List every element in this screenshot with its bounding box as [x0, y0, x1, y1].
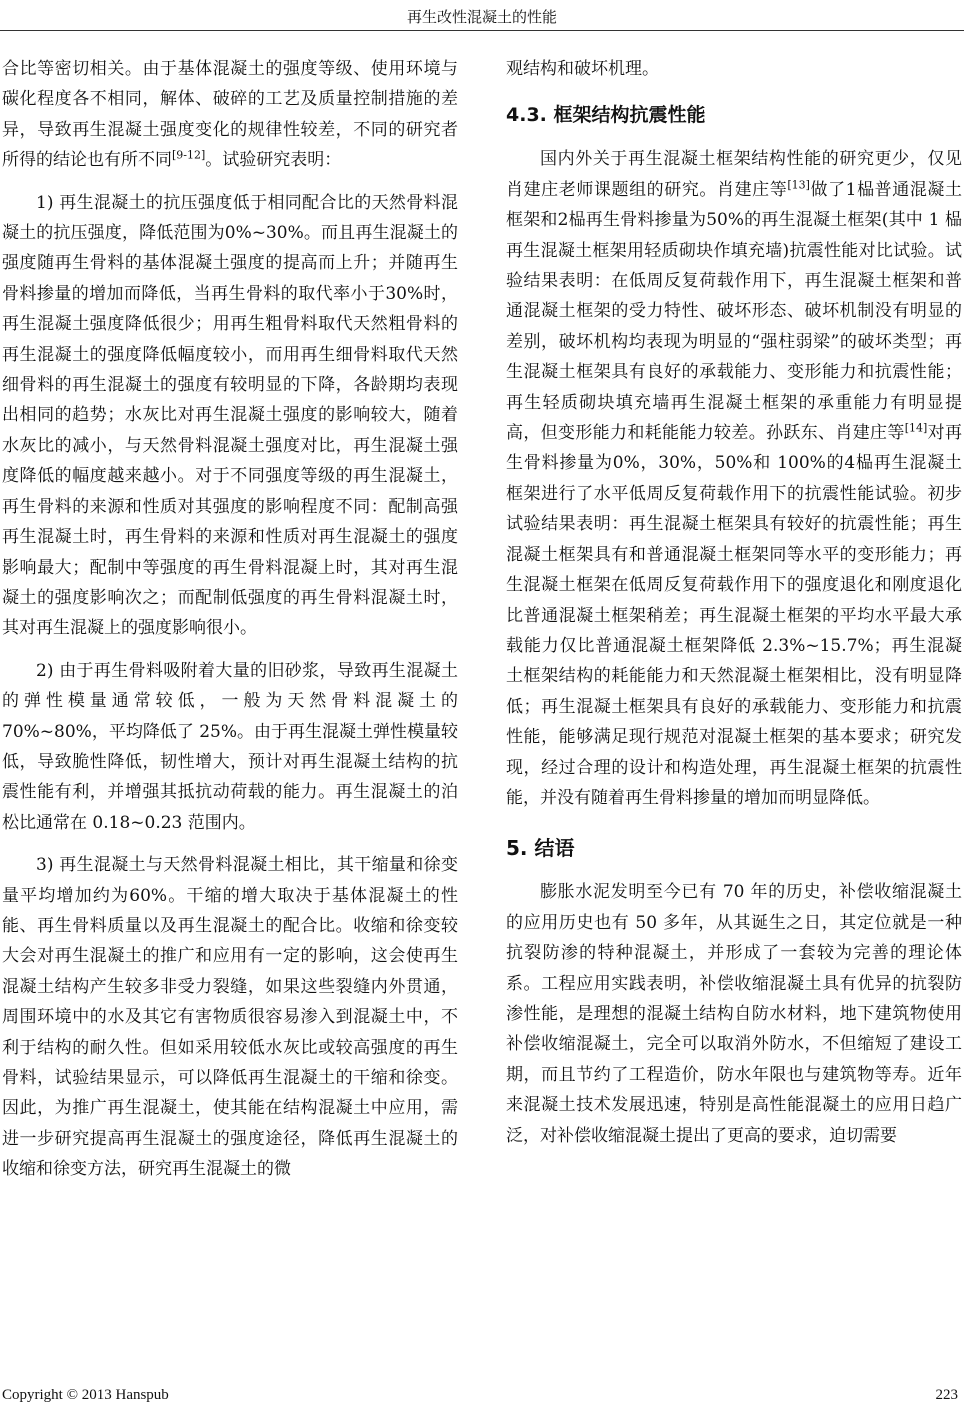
point-2-paragraph: 2) 由于再生骨料吸附着大量的旧砂浆，导致再生混凝土的弹性模量通常较低，一般为天然骨料混凝土的 70%~80%，平均降低了 25%。由于再生混凝土弹性模量较低，导致脆性降低，韧性增大，预计对再生混凝土结构的抗震性能有利，并增强其抵抗动荷载的能力。再生混凝土的泊松比通常在 0.18~0.23 范围内。: [2, 660, 459, 833]
right-column: [506, 54, 962, 1151]
intro-text-b: 。试验研究表明：: [205, 150, 342, 171]
section-5-paragraph: 膨胀水泥发明至今已有 70 年的历史，补偿收缩混凝土的应用历史也有 50 多年，从其诞生之日，其定位就是一种抗裂防渗的特种混凝土，并形成了一套较为完善的理论体系。工程应用实践表明，补偿收缩混凝土具有优异的抗裂防渗性能，是理想的混凝土结构自防水材料，地下建筑物使用补偿收缩混凝土，完全可以取消外防水，不但缩短了建设工期，而且节约了工程造价，防水年限也与建筑物等寿。近年来混凝土技术发展迅速，特别是高性能混凝土的应用日趋广泛，对补偿收缩混凝土提出了更高的要求，迫切需要: [506, 882, 962, 1146]
section-4-3-paragraph: [506, 144, 962, 813]
footer-copyright: Copyright © 2013 Hanspub: [2, 1387, 169, 1403]
section-4-3-text-b: 做了1榀普通混凝土框架和2榀再生骨料掺量为50%的再生混凝土框架(其中 1 榀再生混凝土框架用轻质砌块作填充墙)抗震性能对比试验。试验结果表明：在低周反复荷载作用下，再生混凝土框架和普通混凝土框架的受力特性、破坏形态、破坏机制没有明显的差别，破坏机构均表现为明显的“强柱弱梁”的破坏类型；再生混凝土框架具有良好的承载能力、变形能力和抗震性能；再生轻质砌块填充墙再生混凝土框架的承重能力有明显提高，但变形能力和耗能能力较差。孙跃东、肖建庄等: [506, 179, 963, 444]
section-4-3-heading: 4.3. 框架结构抗震性能: [506, 104, 706, 127]
header-rule: [0, 30, 964, 31]
section-4-3-text-c: 对再生骨料掺量为0%，30%，50%和 100%的4榀再生混凝土框架进行了水平低周反复荷载作用下的抗震性能试验。初步试验结果表明：再生混凝土框架具有较好的抗震性能；再生混凝土框架具有和普通混凝土框架同等水平的变形能力；再生混凝土框架在低周反复荷载作用下的强度退化和刚度退化比普通混凝土框架稍差；再生混凝土框架的平均水平最大承载能力仅比普通混凝土框架降低 2.3%~15.7%；再生混凝土框架结构的耗能能力和天然混凝土框架相比，没有明显降低；再生混凝土框架具有良好的承载能力、变形能力和抗震性能，能够满足现行规范对混凝土框架的基本要求；研究发现，经过合理的设计和构造处理，再生混凝土框架的抗震性能，并没有随着再生骨料掺量的增加而明显降低。: [506, 423, 963, 808]
citation-9-12[interactable]: [9-12]: [172, 148, 206, 162]
running-header: 再生改性混凝土的性能: [406, 8, 557, 26]
intro-text-a: 合比等密切相关。由于基体混凝土的强度等级、使用环境与碳化程度各不相同，解体、破碎的工艺及质量控制措施的差异，导致再生混凝土强度变化的规律性较差，不同的研究者所得的结论也有所不同: [2, 59, 458, 171]
footer-page-number: 223: [935, 1387, 958, 1403]
citation-14[interactable]: [14]: [904, 421, 928, 435]
continuation-paragraph: 观结构和破坏机理。: [506, 59, 659, 79]
section-5-heading: 5. 结语: [506, 836, 575, 861]
point-3-paragraph: 3) 再生混凝土与天然骨料混凝土相比，其干缩量和徐变量平均增加约为60%。干缩的增大取决于基体混凝土的性能、再生骨料质量以及再生混凝土的配合比。收缩和徐变较大会对再生混凝土的推广和应用有一定的影响，这会使再生混凝土结构产生较多非受力裂缝，如果这些裂缝内外贯通，周围环境中的水及其它有害物质很容易渗入到混凝土中，不利于结构的耐久性。但如采用较低水灰比或较高强度的再生骨料，试验结果显示，可以降低再生混凝土的干缩和徐变。因此，为推广再生混凝土，使其能在结构混凝土中应用，需进一步研究提高再生混凝土的强度途径，降低再生混凝土的收缩和徐变方法，研究再生混凝土的微: [2, 855, 458, 1180]
section-4-3-text-a: 国内外关于再生混凝土框架结构性能的研究更少，仅见肖建庄老师课题组的研究。肖建庄等: [506, 149, 962, 200]
intro-paragraph: [2, 54, 458, 176]
citation-13[interactable]: [13]: [787, 178, 810, 192]
point-1-paragraph: 1) 再生混凝土的抗压强度低于相同配合比的天然骨料混凝土的抗压强度，降低范围为0%~30%。而且再生混凝土的强度随再生骨料的基体混凝土强度的提高而上升；并随再生骨料掺量的增加而降低，当再生骨料的取代率小于30%时，再生混凝土强度降低很少；用再生粗骨料取代天然粗骨料的再生混凝土的强度降低幅度较小，而用再生细骨料取代天然细骨料的再生混凝土的强度有较明显的下降，各龄期均表现出相同的趋势；水灰比对再生混凝土强度的影响较大，随着水灰比的减小，与天然骨料混凝土强度对比，再生混凝土强度降低的幅度越来越小。对于不同强度等级的再生混凝土，再生骨料的来源和性质对其强度的影响程度不同：配制高强再生混凝土时，再生骨料的来源和性质对再生混凝土的强度影响最大；配制中等强度的再生骨料混凝上时，其对再生混凝土的强度影响次之；而配制低强度的再生骨料混凝土时，其对再生混凝上的强度影响很小。: [2, 192, 458, 639]
left-column: [2, 54, 458, 1185]
